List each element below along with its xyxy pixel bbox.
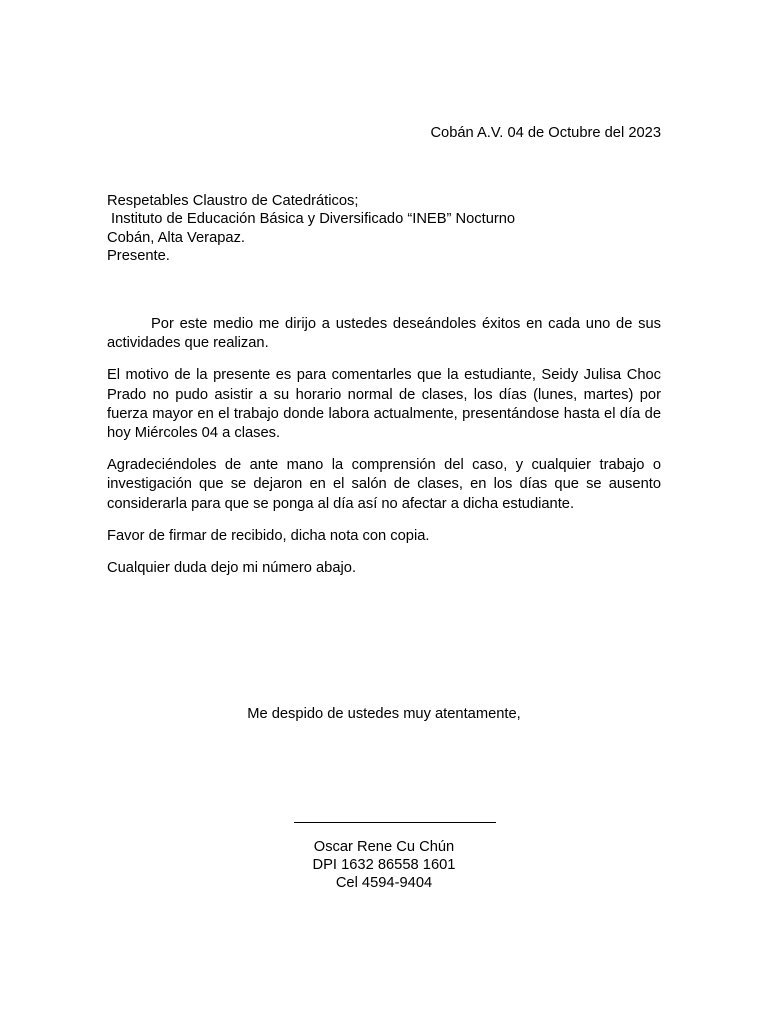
signature-line — [294, 822, 496, 823]
body-paragraph: Por este medio me dirijo a ustedes deseándoles éxitos en cada uno de sus actividades que realizan. — [107, 316, 661, 352]
letter-date: Cobán A.V. 04 de Octubre del 2023 — [430, 125, 661, 141]
signature-block — [284, 838, 484, 893]
letter-body — [107, 315, 661, 591]
signer-name: Oscar Rene Cu Chún — [313, 839, 455, 855]
addressee-institution: Instituto de Educación Básica y Diversificado “INEB” Nocturno — [111, 211, 516, 228]
addressee-line: Respetables Claustro de Catedráticos; — [107, 193, 359, 209]
signer-dpi: DPI 1632 86558 1601 — [312, 857, 456, 874]
addressee-location: Cobán, Alta Verapaz. — [107, 229, 245, 246]
signer-phone: Cel 4594-9404 — [335, 875, 433, 892]
body-paragraph: Agradeciéndoles de ante mano la comprensión del caso, y cualquier trabajo o investigación que se dejaron en el salón de clases, en los días que se ausento considerarla para que se ponga al día así no afectar a dicha estudiante. — [107, 457, 661, 512]
addressee-presente: Presente. — [107, 248, 170, 265]
body-paragraph: El motivo de la presente es para comentarles que la estudiante, Seidy Julisa Choc Prado no pudo asistir a su horario normal de clases, los días (lunes, martes) por fuerza mayor en el trabajo donde labora actualmente, presentándose hasta el día de hoy Miércoles 04 a clases. — [107, 367, 661, 442]
body-paragraph: Favor de firmar de recibido, dicha nota con copia. — [107, 527, 430, 544]
body-paragraph: Cualquier duda dejo mi número abajo. — [107, 560, 357, 577]
closing-line: Me despido de ustedes muy atentamente, — [247, 706, 521, 722]
addressee-block — [107, 192, 515, 266]
